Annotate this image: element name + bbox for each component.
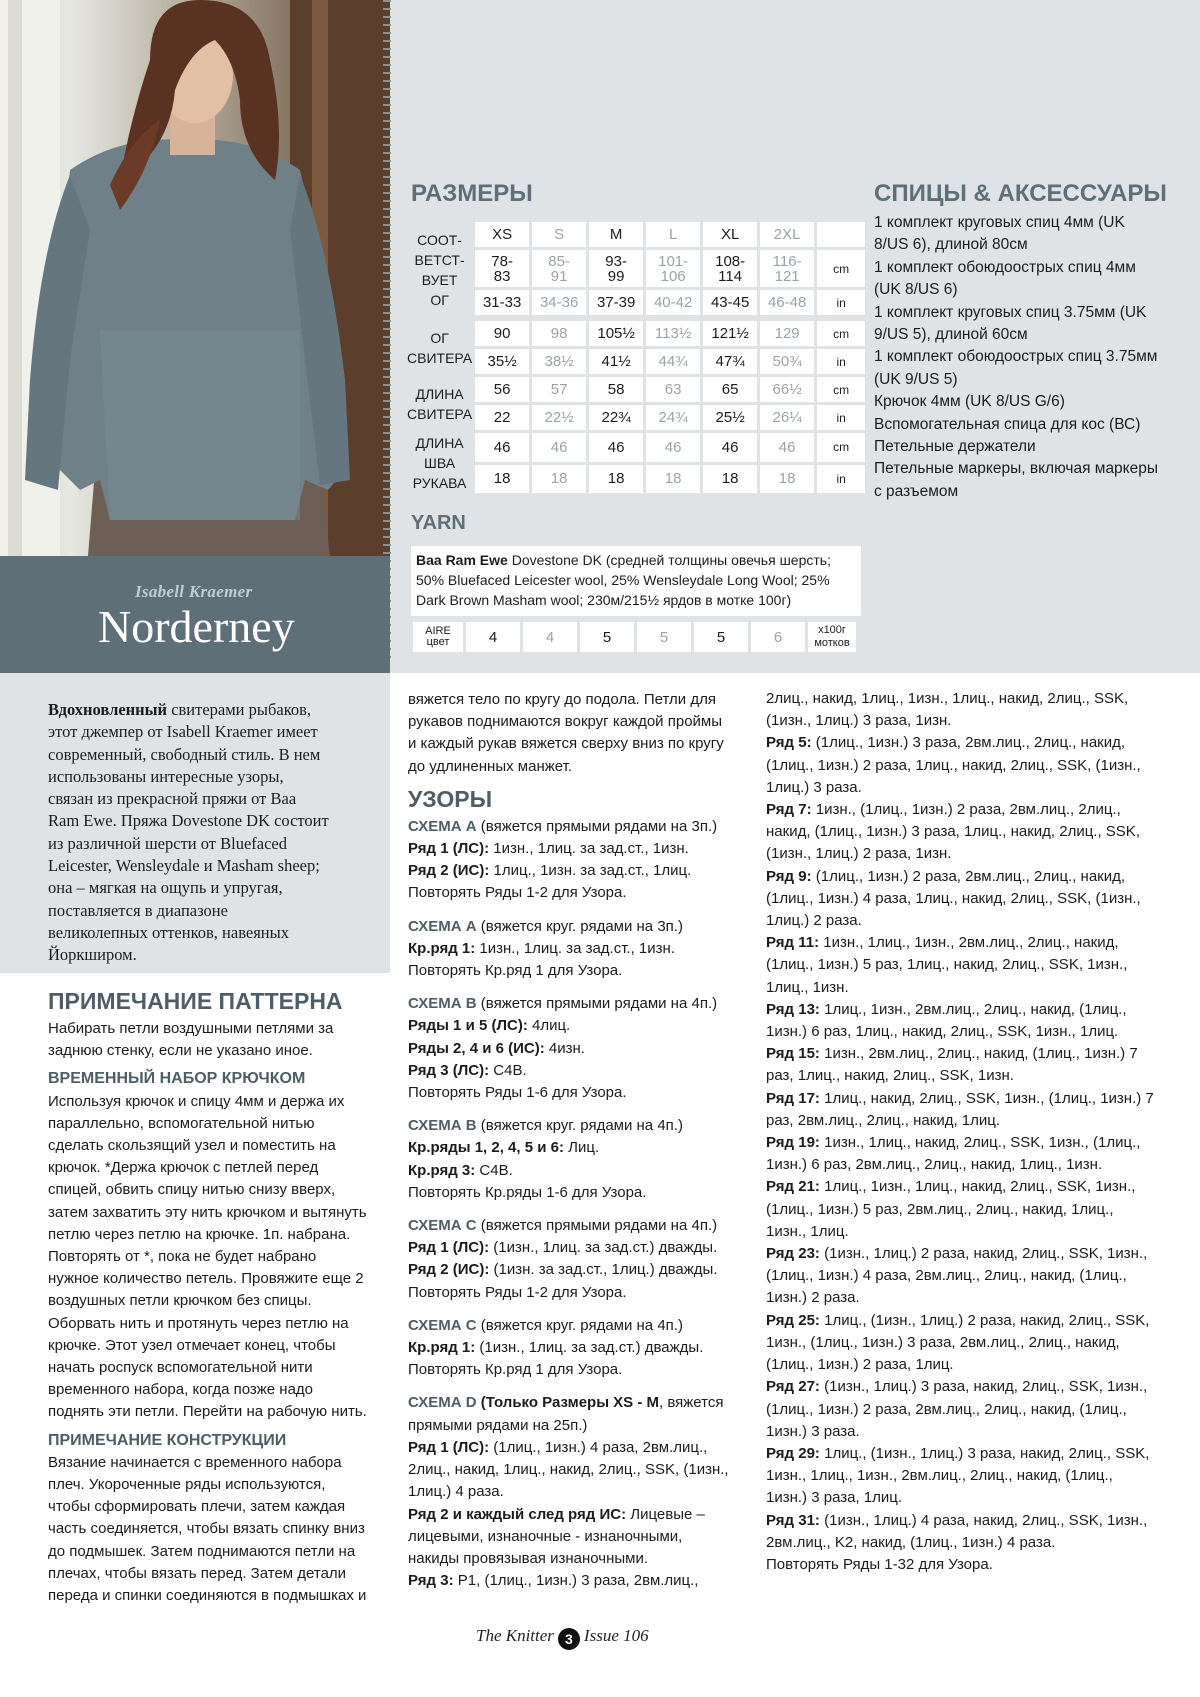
pattern-row-line: Ряд 15: 1изн., 2вм.лиц., 2лиц., накид, (1лиц., 1изн.) 7: [766, 1045, 1138, 1063]
unit-cm: cm: [817, 433, 865, 462]
fit-in-xs: 31-33: [475, 290, 529, 315]
yarn-amount-2xl: 6: [751, 622, 805, 652]
unit-in: in: [817, 349, 865, 374]
yarn-amount-xl: 5: [694, 622, 748, 652]
length-in-xs: 22: [475, 405, 529, 430]
bust-cm-2xl: 129: [760, 321, 814, 346]
fit-in-2xl: 46-48: [760, 290, 814, 315]
pattern-notes-column: ПРИМЕЧАНИЕ ПАТТЕРНА Набирать петли воздушными петлями за заднюю стенку, если не указано иное. ВРЕМЕННЫЙ НАБОР КРЮЧКОМ Используя крючок и спицу 4мм и держа их параллельно, вспомогательной нитью сделать скользящий узел и поместить на крючок. *Держа крючок с петлей перед спицей, обвить спицу нитью снизу вверх, затем захватить эту нить крючком и вытянуть петлю через петлю на крючке. 1п. набрана. Повторять от *, пока не будет набрано нужное количество петель. Провяжите еще 2 воздушных петли крючком без спицы. Оборвать нить и протянуть через петлю на крючке. Этот узел отмечает конец, чтобы начать роспуск вспомогательной нити временного набора, когда позже надо поднять эти петли. Перейти на рабочую нить. ПРИМЕЧАНИЕ КОНСТРУКЦИИ Вязание начинается с временного набора плеч. Укороченные ряды используются, чтобы сформировать плечи, затем каждая часть соединяется, чтобы вязать спинку вниз до подмышек. Затем поднимаются петли на плечах, чтобы вязать перед. Затем детали переда и спинки соединяются в подмышках и: [48, 987, 388, 1607]
bust-label: ОГ СВИТЕРА: [407, 329, 473, 366]
sleeve-in-l: 18: [646, 465, 700, 494]
sizes-heading: РАЗМЕРЫ: [411, 180, 533, 207]
unit-in: in: [817, 405, 865, 430]
pattern-row-line: 1изн., (1лиц., 1изн.) 3 раза, 2вм.лиц., 2лиц., накид,: [766, 1333, 1120, 1351]
issue-number: Issue 106: [583, 1626, 649, 1645]
chart-d: СХЕМА D (Только Размеры XS - M, вяжется прямыми рядами на 25п.) Ряд 1 (ЛС): (1лиц., 1изн.) 4 раза, 2вм.лиц., 2лиц., накид, 1лиц., накид, 2лиц., SSK, (1изн., 1лиц.) 4 раза. Ряд 2 и каждый след ряд ИС: Лицевые – лицевыми, изнаночные - изнаночными, накиды провязывая изнаночными. Ряд 3: P1, (1лиц., 1изн.) 3 раза, 2вм.лиц.,: [408, 1394, 729, 1590]
fit-label: СООТ- ВЕТСТ- ВУЕТ ОГ: [414, 232, 465, 308]
length-cm-xs: 56: [475, 377, 529, 402]
bust-in-m: 41½: [589, 349, 643, 374]
pattern-row-line: 1изн.) 6 раз, 1лиц., накид, 2лиц., SSK, 1изн., 1лиц.: [766, 1023, 1119, 1041]
sleeve-label: ДЛИНА ШВА РУКАВА: [412, 435, 467, 491]
sleeve-in-m: 18: [589, 465, 643, 494]
bust-in-s: 38½: [532, 349, 586, 374]
stitch-patterns-column: вяжется тело по кругу до подола. Петли для рукавов поднимаются вокруг каждой проймы и каждый рукав вяжется сверху вниз по кругу до удлиненных манжет. УЗОРЫ СХЕМА А (вяжется прямыми рядами на 3п.) Ряд 1 (ЛС): 1изн., 1лиц. за зад.ст., 1изн. Ряд 2 (ИС): 1лиц., 1изн. за зад.ст., 1лиц. Повторять Ряды 1-2 для Узора. СХЕМА А (вяжется круг. рядами на 3п.) Кр.ряд 1: 1изн., 1лиц. за зад.ст., 1изн. Повторять Кр.ряд 1 для Узора. СХЕМА В (вяжется прямыми рядами на 4п.) Ряды 1 и 5 (ЛС): 4лиц. Ряды 2, 4 и 6 (ИС): 4изн. Ряд 3 (ЛС): C4B. Повторять Ряды 1-6 для Узора. СХЕМА В (вяжется круг. рядами на 4п.) Кр.ряды 1, 2, 4, 5 и 6: Лиц. Кр.ряд 3: C4B. Повторять Кр.ряды 1-6 для Узора. СХЕМА С (вяжется прямыми рядами на 4п.) Ряд 1 (ЛС): (1изн., 1лиц. за зад.ст.) дважды. Ряд 2 (ИС): (1изн. за зад.ст., 1лиц.) дважды. Повторять Ряды 1-2 для Узора. СХЕМА С (вяжется круг. рядами на 4п.) Кр.ряд 1: (1изн., 1лиц. за зад.ст.) дважды. Повторять Кр.ряд 1 для Узора. СХЕМА D (Только Размеры XS - M, вяжется прямыми рядами на 25п.) Ряд 1 (ЛС): (1лиц., 1изн.) 4 раза, 2вм.лиц., 2лиц., накид, 1лиц., накид, 2лиц., SSK, (1изн., 1лиц.) 4 раза. Ряд 2 и каждый след ряд ИС: Лицевые – лицевыми, изнаночные - изнаночными, накиды провязывая изнаночными. Ряд 3: P1, (1лиц., 1изн.) 3 раза, 2вм.лиц.,: [408, 689, 753, 1592]
length-in-l: 24¾: [646, 405, 700, 430]
yarn-amount-s: 4: [523, 622, 577, 652]
bust-in-l: 44¾: [646, 349, 700, 374]
pattern-row-line: Ряд 31: (1изн., 1лиц.) 4 раза, накид, 2лиц., SSK, 1изн.,: [766, 1511, 1148, 1529]
bust-in-xl: 47¾: [703, 349, 757, 374]
construction-note-heading: ПРИМЕЧАНИЕ КОНСТРУКЦИИ: [48, 1431, 287, 1449]
yarn-amount-m: 5: [580, 622, 634, 652]
bust-cm-m: 105½: [589, 321, 643, 346]
pattern-row-line: Ряд 27: (1изн., 1лиц.) 3 раза, накид, 2лиц., SSK, 1изн.,: [766, 1378, 1148, 1396]
pattern-row-line: Ряд 5: (1лиц., 1изн.) 3 раза, 2вм.лиц., 2лиц., накид,: [766, 734, 1126, 752]
pattern-row-line: (1лиц., 1изн.) 4 раза, 1лиц., накид, 2лиц., SSK, (1изн.,: [766, 889, 1141, 907]
page-number: 3: [558, 1628, 580, 1650]
pattern-row-line: (1изн., 1лиц.) 3 раза, 1изн.: [766, 712, 952, 730]
length-in-m: 22¾: [589, 405, 643, 430]
chart-d-rows-column: [766, 688, 1186, 1576]
provisional-cast-on-heading: ВРЕМЕННЫЙ НАБОР КРЮЧКОМ: [48, 1070, 306, 1088]
size-s: S: [532, 222, 586, 247]
needles-line: (UK 8/US 6): [874, 281, 958, 299]
bust-in-2xl: 50¾: [760, 349, 814, 374]
sleeve-cm-2xl: 46: [760, 433, 814, 462]
unit-cm: cm: [817, 377, 865, 402]
pattern-row-line: Ряд 21: 1лиц., 1изн., 1лиц., накид, 2лиц., SSK, 1изн.,: [766, 1178, 1136, 1196]
needles-line: 1 комплект круговых спиц 3.75мм (UK: [874, 303, 1147, 321]
yarn-amount-xs: 4: [466, 622, 520, 652]
yarn-amount-l: 5: [637, 622, 691, 652]
length-cm-2xl: 66½: [760, 377, 814, 402]
pattern-row-line: Ряд 23: (1изн., 1лиц.) 2 раза, накид, 2лиц., SSK, 1изн.,: [766, 1245, 1148, 1263]
fit-in-xl: 43-45: [703, 290, 757, 315]
needles-line: (UK 9/US 5): [874, 370, 958, 388]
chart-a-round: СХЕМА А (вяжется круг. рядами на 3п.) Кр.ряд 1: 1изн., 1лиц. за зад.ст., 1изн. Повторять Кр.ряд 1 для Узора.: [408, 917, 683, 980]
pattern-row-line: Ряд 9: (1лиц., 1изн.) 2 раза, 2вм.лиц., 2лиц., накид,: [766, 867, 1126, 885]
yarn-colour-label: AIRE цвет: [413, 622, 463, 652]
size-l: L: [646, 222, 700, 247]
model-photo: [0, 0, 390, 556]
pattern-row-line: 1лиц.) 2 раза.: [766, 912, 862, 930]
needles-line: 8/US 6), длиной 80см: [874, 236, 1028, 254]
yarn-details: Dovestone DK (средней толщины овечья шерсть; 50% Bluefaced Leicester wool, 25% Wensleydale Long Wool; 25% Dark Brown Masham wool; 230м/215½ ярдов в мотке 100г): [416, 552, 831, 608]
unit-in: in: [817, 290, 865, 315]
needles-line: Петельные маркеры, включая маркеры: [874, 460, 1159, 478]
pattern-title: Norderney: [98, 601, 295, 652]
pattern-note-heading: ПРИМЕЧАНИЕ ПАТТЕРНА: [48, 988, 343, 1014]
pattern-row-line: (1лиц., 1изн.) 2 раза, 1лиц., накид, 2лиц., SSK, (1изн.,: [766, 756, 1141, 774]
pattern-row-line: Повторять Ряды 1-32 для Узора.: [766, 1555, 993, 1573]
pattern-row-line: Ряд 13: 1лиц., 1изн., 2вм.лиц., 2лиц., накид, (1лиц.,: [766, 1000, 1127, 1018]
pattern-row-line: Ряд 19: 1изн., 1лиц., накид, 2лиц., SSK, 1изн., (1лиц.,: [766, 1134, 1141, 1152]
needles-line: Петельные держатели: [874, 438, 1036, 456]
bust-cm-l: 113½: [646, 321, 700, 346]
pattern-row-line: 2вм.лиц., K2, накид, (1лиц., 1изн.) 4 раза.: [766, 1533, 1056, 1551]
needles-line: с разъемом: [874, 482, 959, 500]
needles-line: 9/US 5), длиной 60см: [874, 326, 1028, 344]
length-cm-l: 63: [646, 377, 700, 402]
bust-in-xs: 35½: [475, 349, 529, 374]
pattern-row-line: (1лиц., 1изн.) 2 раза, 2вм.лиц., 2лиц., накид, (1лиц.,: [766, 1400, 1127, 1418]
sleeve-cm-s: 46: [532, 433, 586, 462]
pattern-row-line: (1лиц., 1изн.) 2 раза, 1лиц.: [766, 1356, 954, 1374]
length-in-xl: 25½: [703, 405, 757, 430]
pattern-row-line: 1изн., 1лиц.: [766, 1222, 849, 1240]
pattern-row-line: 1изн.) 2 раза.: [766, 1289, 860, 1307]
yarn-heading: YARN: [411, 512, 466, 534]
pattern-row-line: 1изн., 1лиц., 1изн., 2вм.лиц., 2лиц., накид, (1лиц.,: [766, 1467, 1113, 1485]
sleeve-in-2xl: 18: [760, 465, 814, 494]
chart-b-round: СХЕМА В (вяжется круг. рядами на 4п.) Кр.ряды 1, 2, 4, 5 и 6: Лиц. Кр.ряд 3: C4B. Повторять Кр.ряды 1-6 для Узора.: [408, 1117, 683, 1201]
length-cm-xl: 65: [703, 377, 757, 402]
sleeve-cm-xl: 46: [703, 433, 757, 462]
fit-cm-l: 101- 106: [646, 250, 700, 287]
pattern-row-line: (1лиц., 1изн.) 4 раза, 2вм.лиц., 2лиц., накид, (1лиц.,: [766, 1267, 1127, 1285]
pattern-row-line: 1лиц.) 3 раза.: [766, 778, 862, 796]
unit-cm: cm: [817, 321, 865, 346]
needles-list: [874, 212, 1192, 503]
pattern-row-line: Ряд 11: 1изн., 1лиц., 1изн., 2вм.лиц., 2лиц., накид,: [766, 934, 1119, 952]
chart-c-round: СХЕМА С (вяжется круг. рядами на 4п.) Кр.ряд 1: (1изн., 1лиц. за зад.ст.) дважды. Повторять Кр.ряд 1 для Узора.: [408, 1316, 704, 1379]
yarn-unit: x100г мотков: [808, 622, 856, 652]
sizes-table: [404, 219, 868, 496]
pattern-row-line: раз, 1лиц., накид, 2лиц., SSK, 1изн.: [766, 1067, 1014, 1085]
sleeve-cm-l: 46: [646, 433, 700, 462]
intro-text: Вдохновленный свитерами рыбаков, этот джемпер от Isabell Kraemer имеет современный, свободный стиль. В нем использованы интересные узоры, связан из прекрасной пряжи от Baa Ram Ewe. Пряжа Dovestone DK состоит из различной шерсти от Bluefaced Leicester, Wensleydale и Masham sheep; она – мягкая на ощупь и упругая, поставляется в диапазоне великолепных оттенков, навеяных Йоркширом.: [48, 700, 329, 965]
pattern-row-line: (1лиц., 1изн.) 5 раз, 1лиц., накид, 2лиц., SSK, 1изн.,: [766, 956, 1128, 974]
pattern-row-line: 2лиц., накид, 1лиц., 1изн., 1лиц., накид, 2лиц., SSK,: [766, 690, 1129, 707]
unit-blank: [817, 222, 865, 247]
length-in-s: 22½: [532, 405, 586, 430]
pattern-row-line: 1изн.) 3 раза, 1лиц.: [766, 1489, 903, 1507]
stitch-patterns-heading: УЗОРЫ: [408, 785, 493, 812]
needles-line: 1 комплект обоюдоострых спиц 4мм: [874, 258, 1136, 276]
pattern-row-line: Ряд 25: 1лиц., (1изн., 1лиц.) 2 раза, накид, 2лиц., SSK,: [766, 1311, 1150, 1329]
model-photo-illustration: [0, 0, 390, 556]
fit-in-s: 34-36: [532, 290, 586, 315]
pattern-row-line: накид, (1лиц., 1изн.) 3 раза, 1лиц., накид, 2лиц., SSK,: [766, 823, 1140, 841]
pattern-row-line: раз, 2вм.лиц., 2лиц., накид, 1лиц.: [766, 1111, 1001, 1129]
pattern-row-line: 1изн.) 3 раза.: [766, 1422, 860, 1440]
bust-cm-xs: 90: [475, 321, 529, 346]
sleeve-in-xs: 18: [475, 465, 529, 494]
size-xl: XL: [703, 222, 757, 247]
pattern-row-line: Ряд 7: 1изн., (1лиц., 1изн.) 2 раза, 2вм.лиц., 2лиц.,: [766, 801, 1121, 819]
unit-cm: cm: [817, 250, 865, 287]
fit-in-l: 40-42: [646, 290, 700, 315]
chart-c-flat: СХЕМА С (вяжется прямыми рядами на 4п.) Ряд 1 (ЛС): (1изн., 1лиц. за зад.ст.) дважды. Ряд 2 (ИС): (1изн. за зад.ст., 1лиц.) дважды. Повторять Ряды 1-2 для Узора.: [408, 1217, 718, 1301]
pattern-row-line: Ряд 29: 1лиц., (1изн., 1лиц.) 3 раза, накид, 2лиц., SSK,: [766, 1444, 1150, 1462]
size-xs: XS: [475, 222, 529, 247]
sleeve-in-xl: 18: [703, 465, 757, 494]
pattern-row-line: (1изн., 1лиц.) 2 раза, 1изн.: [766, 845, 952, 863]
yarn-brand: Baa Ram Ewe: [416, 552, 508, 568]
pattern-row-line: (1лиц., 1изн.) 5 раз, 2вм.лиц., 2лиц., накид, 1лиц.,: [766, 1200, 1114, 1218]
fit-cm-2xl: 116- 121: [760, 250, 814, 287]
fit-cm-s: 85- 91: [532, 250, 586, 287]
designer-name: Isabell Kraemer: [135, 582, 253, 601]
sleeve-cm-xs: 46: [475, 433, 529, 462]
fit-cm-m: 93- 99: [589, 250, 643, 287]
needles-line: 1 комплект обоюдоострых спиц 3.75мм: [874, 348, 1158, 366]
unit-in: in: [817, 465, 865, 494]
needles-line: Вспомогательная спица для кос (ВС): [874, 415, 1141, 433]
bust-cm-s: 98: [532, 321, 586, 346]
length-cm-s: 57: [532, 377, 586, 402]
sleeve-cm-m: 46: [589, 433, 643, 462]
needles-heading: СПИЦЫ & АКСЕССУАРЫ: [874, 180, 1167, 207]
chart-a-flat: СХЕМА А (вяжется прямыми рядами на 3п.) Ряд 1 (ЛС): 1изн., 1лиц. за зад.ст., 1изн. Ряд 2 (ИС): 1лиц., 1изн. за зад.ст., 1лиц. Повторять Ряды 1-2 для Узора.: [408, 817, 718, 902]
chart-b-flat: СХЕМА В (вяжется прямыми рядами на 4п.) Ряды 1 и 5 (ЛС): 4лиц. Ряды 2, 4 и 6 (ИС): 4изн. Ряд 3 (ЛС): C4B. Повторять Ряды 1-6 для Узора.: [408, 995, 718, 1102]
length-cm-m: 58: [589, 377, 643, 402]
fit-cm-xs: 78- 83: [475, 250, 529, 287]
length-in-2xl: 26¼: [760, 405, 814, 430]
bust-cm-xl: 121½: [703, 321, 757, 346]
size-2xl: 2XL: [760, 222, 814, 247]
magazine-name: The Knitter: [476, 1626, 554, 1645]
needles-line: Крючок 4мм (UK 8/US G/6): [874, 393, 1065, 411]
length-label: ДЛИНА СВИТЕРА: [407, 385, 473, 422]
page-footer: [476, 1626, 649, 1650]
fit-cm-xl: 108- 114: [703, 250, 757, 287]
pattern-row-line: 1лиц., 1изн.: [766, 978, 849, 996]
fit-in-m: 37-39: [589, 290, 643, 315]
needles-line: 1 комплект круговых спиц 4мм (UK: [874, 214, 1125, 231]
size-m: M: [589, 222, 643, 247]
pattern-row-line: Ряд 17: 1лиц., накид, 2лиц., SSK, 1изн., (1лиц., 1изн.) 7: [766, 1089, 1154, 1107]
pattern-row-line: 1изн.) 6 раз, 2вм.лиц., 2лиц., накид, 1лиц., 1изн.: [766, 1156, 1103, 1174]
sleeve-in-s: 18: [532, 465, 586, 494]
yarn-amount-table: [410, 619, 859, 655]
yarn-description: [411, 546, 861, 616]
